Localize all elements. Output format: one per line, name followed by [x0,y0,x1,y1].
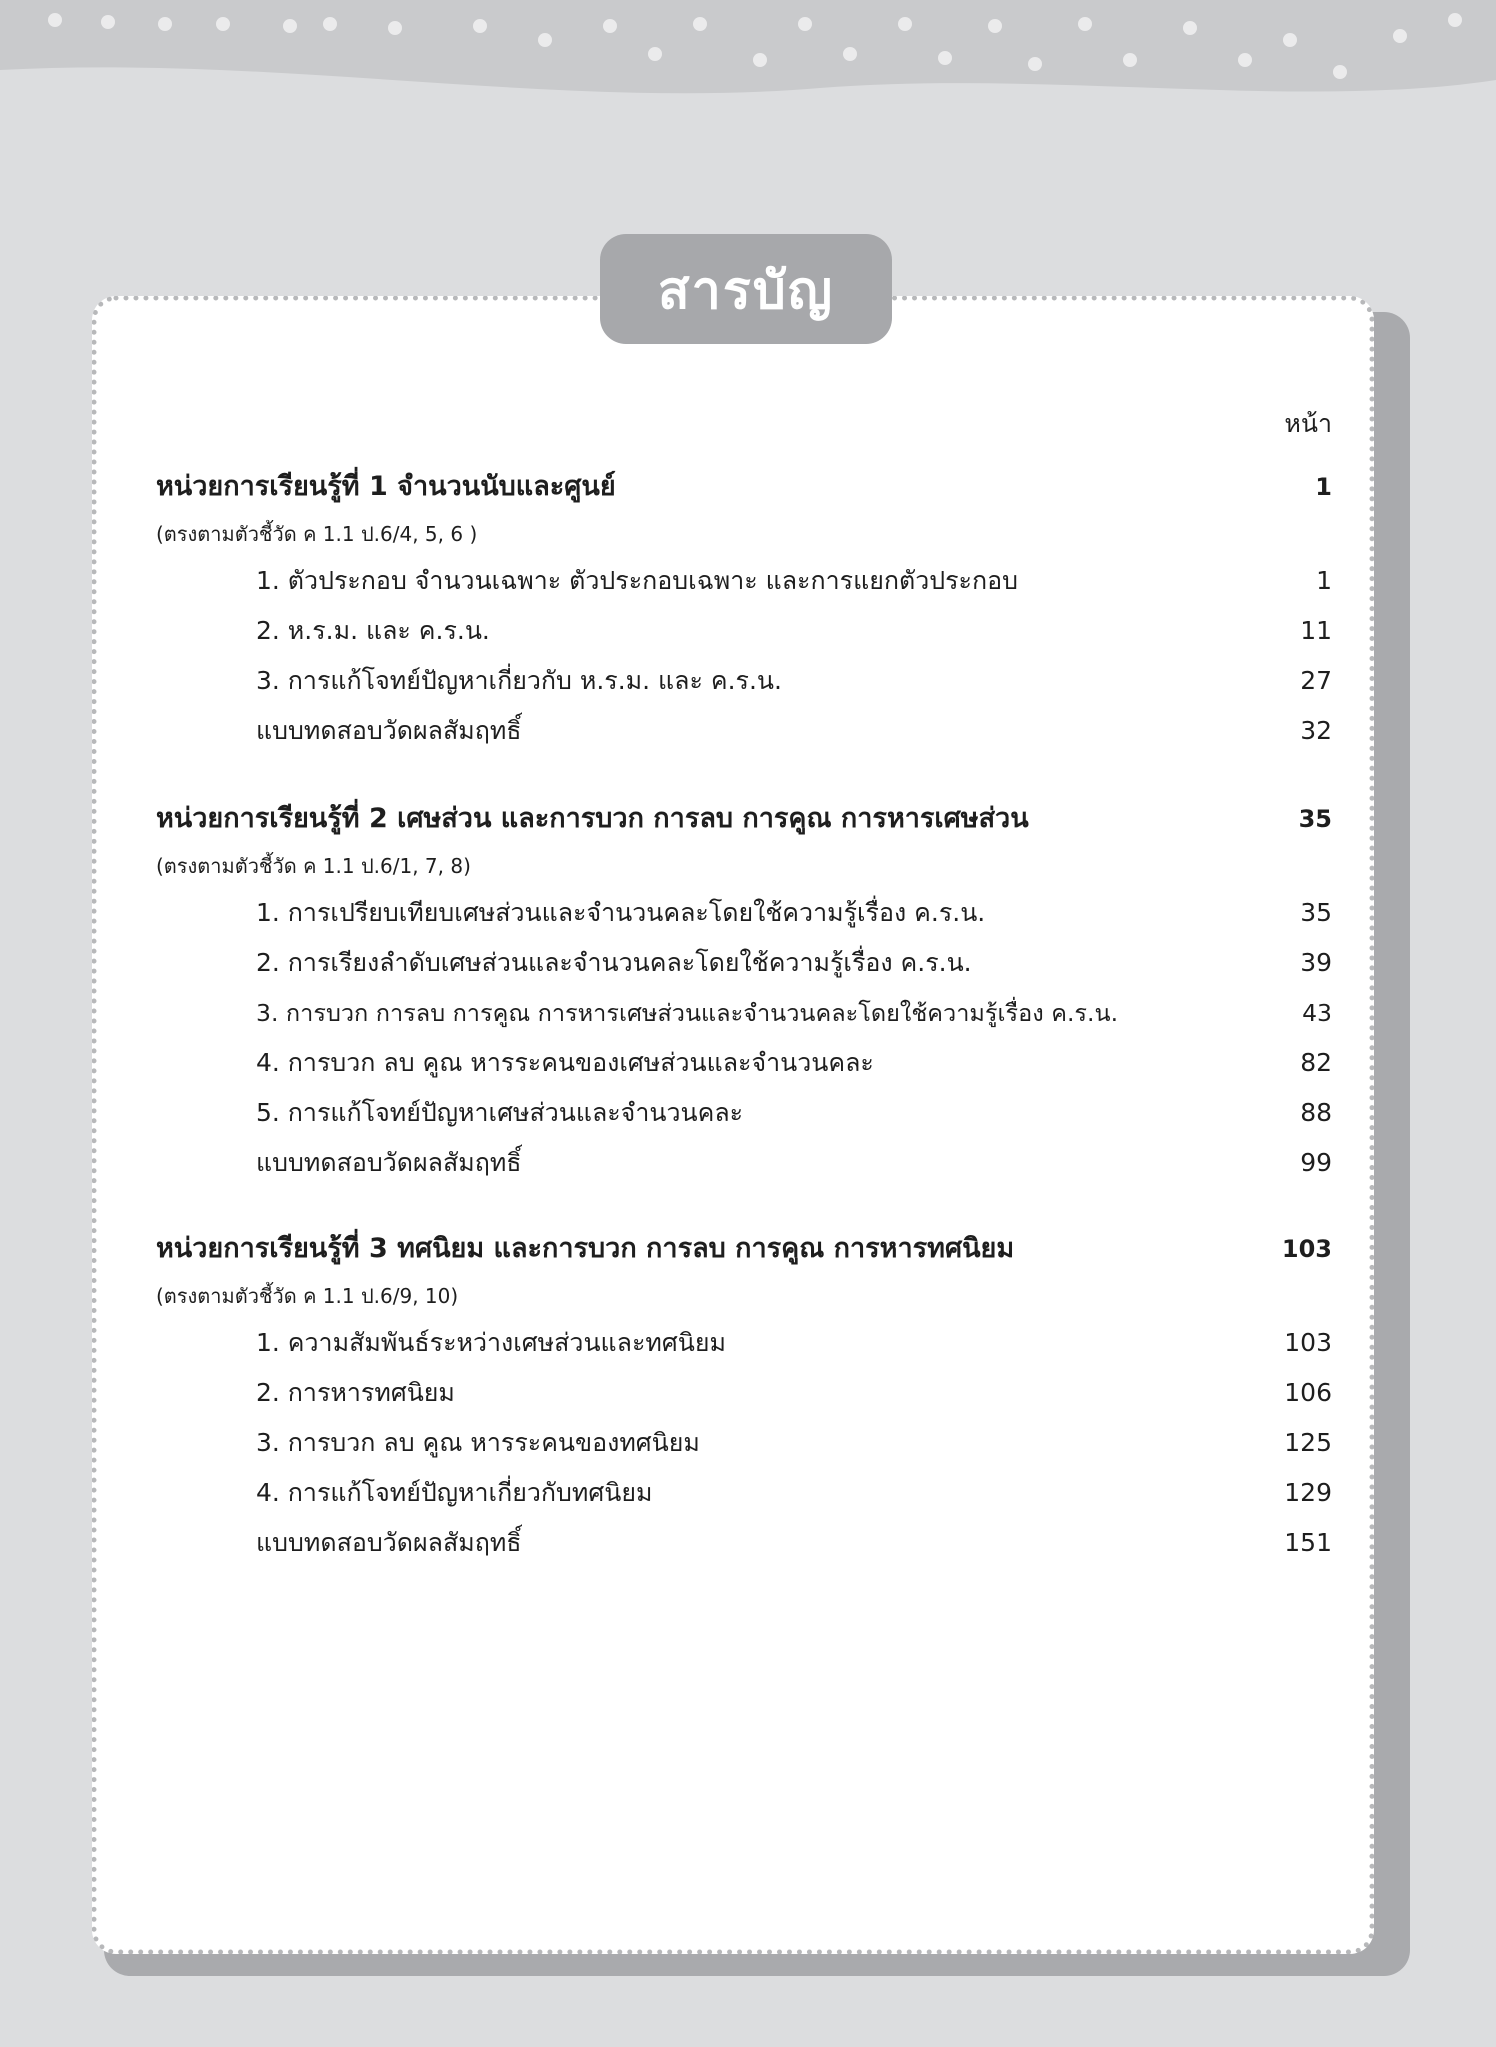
unit-page-number: 103 [1281,1235,1332,1263]
toc-entry-label: แบบทดสอบวัดผลสัมฤทธิ์ [256,716,522,745]
toc-entry-label: 5. การแก้โจทย์ปัญหาเศษส่วนและจำนวนคละ [256,1098,744,1127]
unit-indicator: (ตรงตามตัวชี้วัด ค 1.1 ป.6/1, 7, 8) [156,854,471,878]
toc-entry [156,706,1332,756]
toc-entry-page: 32 [1300,716,1332,745]
unit-title: หน่วยการเรียนรู้ที่ 2 เศษส่วน และการบวก การลบ การคูณ การหารเศษส่วน [156,803,1029,834]
toc-entry-label: 4. การแก้โจทย์ปัญหาเกี่ยวกับทศนิยม [256,1478,653,1507]
toc-entry-page: 1 [1316,566,1332,595]
toc-entry-page: 88 [1300,1098,1332,1127]
unit-page-number: 35 [1298,805,1332,833]
unit-title: หน่วยการเรียนรู้ที่ 1 จำนวนนับและศูนย์ [156,471,616,502]
toc-entry [156,1368,1332,1418]
toc-entry [156,1088,1332,1138]
unit-indicator: (ตรงตามตัวชี้วัด ค 1.1 ป.6/9, 10) [156,1284,459,1308]
toc-entry-label: 3. การบวก การลบ การคูณ การหารเศษส่วนและจำนวนคละโดยใช้ความรู้เรื่อง ค.ร.น. [256,999,1119,1027]
toc-entry-label: 3. การแก้โจทย์ปัญหาเกี่ยวกับ ห.ร.ม. และ ค.ร.น. [256,666,782,695]
toc-entry-label: 4. การบวก ลบ คูณ หารระคนของเศษส่วนและจำนวนคละ [256,1048,874,1077]
toc-entry [156,1418,1332,1468]
toc-entry-label: 1. การเปรียบเทียบเศษส่วนและจำนวนคละโดยใช้ความรู้เรื่อง ค.ร.น. [256,898,986,927]
toc-entry [156,1318,1332,1368]
toc-entry-page: 43 [1302,999,1332,1027]
toc-entry-page: 11 [1300,616,1332,645]
page-column-header: หน้า [1284,409,1332,438]
toc-unit-2 [156,796,1332,1188]
toc-entry-page: 35 [1300,898,1332,927]
toc-entry-page: 82 [1300,1048,1332,1077]
toc-entry [156,1138,1332,1188]
toc-entry-label: 2. การหารทศนิยม [256,1378,455,1407]
unit-heading [156,464,1332,512]
toc-entry [156,606,1332,656]
toc-entry-page: 106 [1284,1378,1332,1407]
toc-entry-page: 27 [1300,666,1332,695]
toc-entry-page: 151 [1284,1528,1332,1557]
toc-entry [156,1518,1332,1568]
toc-entry-label: 1. ความสัมพันธ์ระหว่างเศษส่วนและทศนิยม [256,1328,726,1357]
toc-entry-label: แบบทดสอบวัดผลสัมฤทธิ์ [256,1528,522,1557]
page-title: สารบัญ [600,234,892,344]
unit-indicator: (ตรงตามตัวชี้วัด ค 1.1 ป.6/4, 5, 6 ) [156,522,478,546]
toc-entry-label: 2. การเรียงลำดับเศษส่วนและจำนวนคละโดยใช้ความรู้เรื่อง ค.ร.น. [256,948,972,977]
toc-entry [156,938,1332,988]
toc-entry-page: 125 [1284,1428,1332,1457]
decorative-dotted-wave [0,0,1496,110]
unit-heading [156,1226,1332,1274]
toc-entry [156,656,1332,706]
toc-entry-label: 2. ห.ร.ม. และ ค.ร.น. [256,616,490,645]
toc-entry-page: 129 [1284,1478,1332,1507]
toc-entry [156,888,1332,938]
toc-entry-label: 1. ตัวประกอบ จำนวนเฉพาะ ตัวประกอบเฉพาะ และการแยกตัวประกอบ [256,566,1018,595]
toc-entry-label: 3. การบวก ลบ คูณ หารระคนของทศนิยม [256,1428,700,1457]
unit-title: หน่วยการเรียนรู้ที่ 3 ทศนิยม และการบวก การลบ การคูณ การหารทศนิยม [156,1233,1015,1264]
toc-unit-3 [156,1226,1332,1568]
toc-entry [156,556,1332,606]
toc-entry-page: 99 [1300,1148,1332,1177]
toc-unit-1 [156,464,1332,756]
toc-entry-page: 39 [1300,948,1332,977]
toc-entry [156,1038,1332,1088]
toc-entry-page: 103 [1284,1328,1332,1357]
toc-entry [156,988,1332,1038]
unit-page-number: 1 [1315,473,1332,501]
unit-heading [156,796,1332,844]
toc-entry [156,1468,1332,1518]
toc-entry-label: แบบทดสอบวัดผลสัมฤทธิ์ [256,1148,522,1177]
